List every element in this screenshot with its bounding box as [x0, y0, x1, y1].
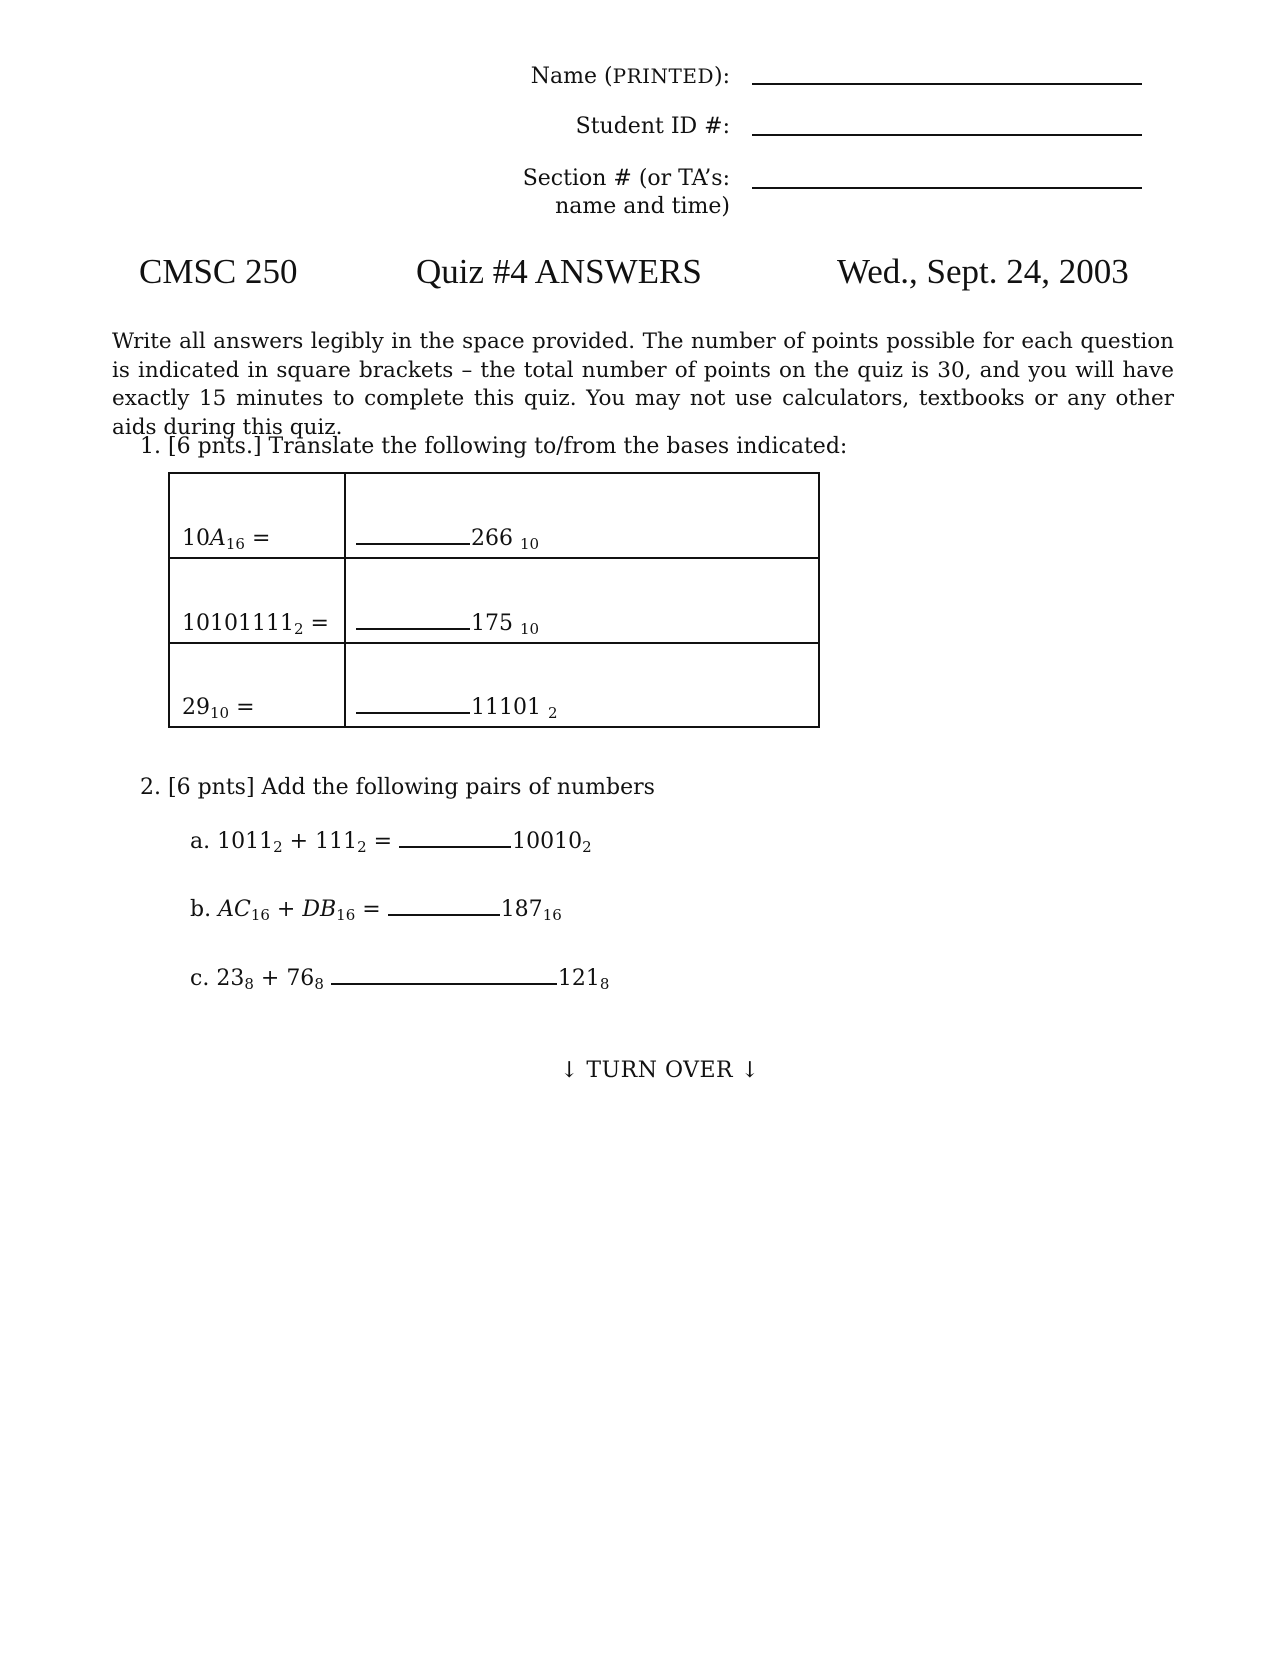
- conversion-table: [168, 472, 820, 728]
- operand-b-base: 2: [357, 838, 367, 856]
- table-row: [170, 559, 818, 644]
- operand-a: 23: [216, 966, 245, 991]
- conversion-answer[interactable]: [356, 694, 558, 722]
- operand-a-base: 16: [250, 906, 270, 924]
- item-letter: c.: [190, 966, 210, 991]
- value-base: 2: [293, 620, 304, 638]
- answer-value: 266: [471, 526, 513, 551]
- question-1-text: [6 pnts.] Translate the following to/from the bases indicated:: [168, 434, 848, 459]
- conversion-expression: [182, 610, 329, 638]
- answer-value: 121: [557, 966, 600, 991]
- conversion-answer[interactable]: [356, 525, 539, 553]
- answer-blank: [388, 912, 500, 916]
- value: 29: [182, 695, 210, 720]
- name-label: [531, 62, 730, 91]
- question-2: [140, 774, 655, 802]
- question-2-number: 2.: [140, 775, 161, 800]
- equals-sign: =: [362, 897, 381, 922]
- equals-sign: =: [310, 611, 329, 636]
- answer-base: 2: [548, 704, 558, 722]
- conversion-answer[interactable]: [356, 610, 539, 638]
- turn-over-note: ↓ TURN OVER ↓: [560, 1058, 760, 1083]
- addition-item-c[interactable]: [190, 965, 609, 993]
- section-label-line2: name and time): [555, 194, 730, 219]
- operand-b: 111: [315, 829, 358, 854]
- answer-blank: [356, 710, 470, 714]
- instructions: Write all answers legibly in the space provided. The number of points possible for each question is indicated in square brackets – the total number of points on the quiz is 30, and you will have exactly 15 minutes to complete this quiz. You may not use calculators, textbooks or any other aids during this quiz.: [112, 329, 1174, 440]
- operand-b-base: 16: [336, 906, 356, 924]
- plus-sign: +: [260, 966, 280, 991]
- answer-blank: [356, 541, 470, 545]
- table-row: [170, 644, 818, 726]
- question-1: [140, 433, 847, 461]
- plus-sign: +: [276, 897, 296, 922]
- addition-item-a[interactable]: [190, 828, 592, 856]
- conversion-expression: [182, 694, 255, 722]
- quiz-title: Quiz #4 ANSWERS: [416, 252, 702, 291]
- value-base: 16: [225, 535, 245, 553]
- question-2-text: [6 pnts] Add the following pairs of numbers: [168, 775, 655, 800]
- answer-value: 10010: [512, 829, 583, 854]
- quiz-date: Wed., Sept. 24, 2003: [837, 252, 1129, 291]
- addition-item-b[interactable]: [190, 896, 562, 924]
- value-prefix: 10: [182, 526, 210, 551]
- course-title: CMSC 250: [139, 252, 298, 291]
- name-label-suffix: ):: [714, 64, 730, 89]
- item-letter: b.: [190, 897, 212, 922]
- table-row: [170, 474, 818, 559]
- operand-b: 76: [286, 966, 315, 991]
- plus-sign: +: [289, 829, 309, 854]
- operand-b: DB: [302, 897, 337, 922]
- operand-a-base: 8: [244, 975, 254, 993]
- answer-blank: [399, 844, 511, 848]
- operand-b-base: 8: [314, 975, 324, 993]
- name-label-prefix: Name (: [530, 64, 613, 89]
- value: 10101111: [182, 611, 294, 636]
- answer-base: 10: [520, 535, 540, 553]
- answer-value: 187: [500, 897, 543, 922]
- student-id-field[interactable]: [752, 134, 1142, 136]
- name-field[interactable]: [752, 83, 1142, 85]
- operand-a: AC: [218, 897, 251, 922]
- answer-base: 16: [542, 906, 562, 924]
- operand-a-base: 2: [273, 838, 283, 856]
- equals-sign: =: [236, 695, 255, 720]
- section-field[interactable]: [752, 187, 1142, 189]
- value-base: 10: [210, 704, 230, 722]
- item-letter: a.: [190, 829, 211, 854]
- answer-blank: [331, 981, 557, 985]
- answer-value: 11101: [471, 695, 541, 720]
- answer-base: 2: [582, 838, 592, 856]
- conversion-expression: [182, 525, 270, 553]
- equals-sign: =: [373, 829, 393, 854]
- operand-a: 1011: [217, 829, 274, 854]
- equals-sign: =: [251, 526, 271, 551]
- answer-blank: [356, 626, 470, 630]
- section-label-line1: Section # (or TA’s:: [522, 166, 730, 191]
- student-id-label: Student ID #:: [575, 114, 730, 139]
- question-1-number: 1.: [140, 434, 161, 459]
- answer-value: 175: [471, 611, 513, 636]
- answer-base: 10: [520, 620, 540, 638]
- answer-base: 8: [599, 975, 610, 993]
- value-italic: A: [210, 526, 226, 551]
- name-label-caps: PRINTED: [612, 64, 714, 88]
